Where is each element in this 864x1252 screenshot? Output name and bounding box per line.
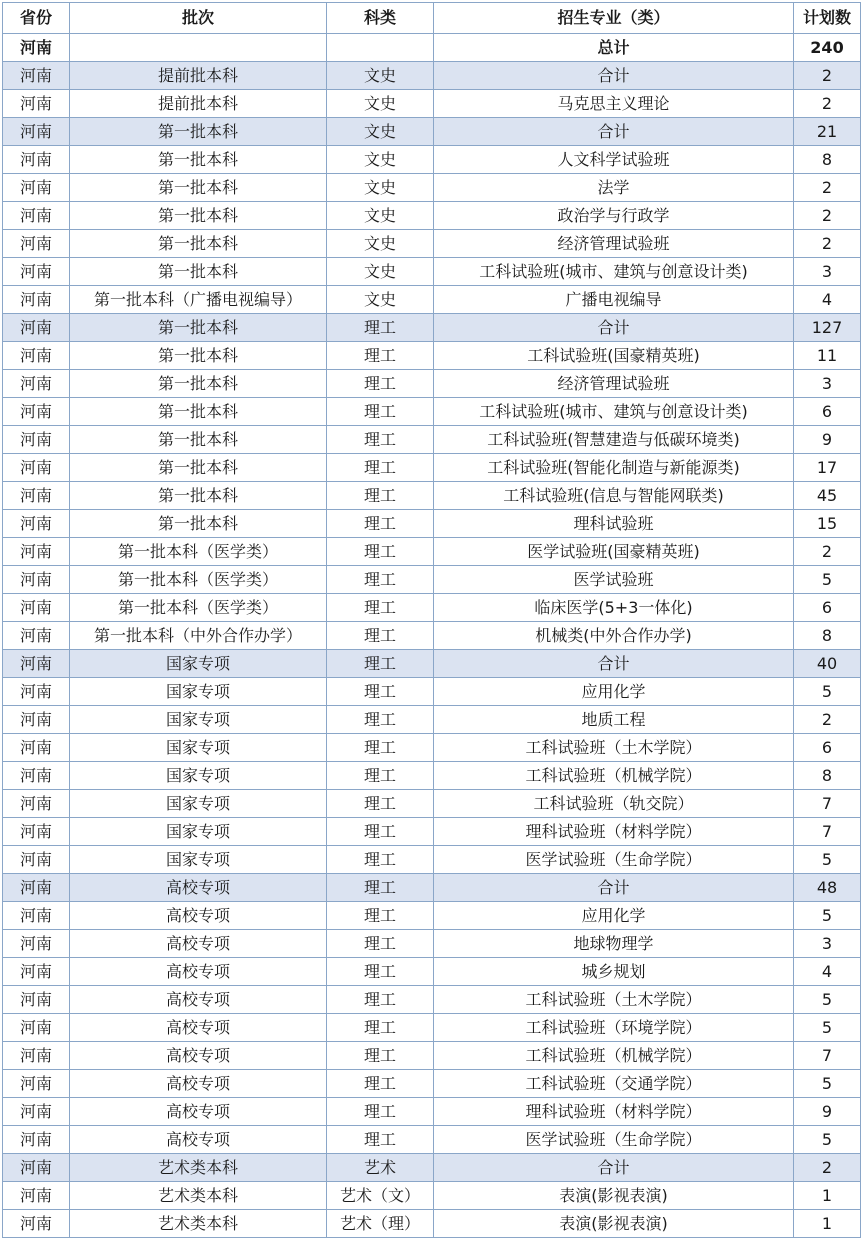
table-row xyxy=(3,678,861,706)
cell-category: 理工 xyxy=(327,1098,434,1126)
cell-category: 理工 xyxy=(327,370,434,398)
cell-province: 河南 xyxy=(3,258,70,286)
table-row xyxy=(3,426,861,454)
cell-province: 河南 xyxy=(3,174,70,202)
cell-count: 5 xyxy=(794,1014,861,1042)
cell-province: 河南 xyxy=(3,90,70,118)
table-row xyxy=(3,342,861,370)
table-row xyxy=(3,594,861,622)
cell-major: 医学试验班(国豪精英班) xyxy=(434,538,794,566)
cell-batch: 第一批本科 xyxy=(70,314,327,342)
cell-count: 3 xyxy=(794,370,861,398)
cell-category: 理工 xyxy=(327,902,434,930)
cell-batch: 第一批本科 xyxy=(70,342,327,370)
cell-count: 3 xyxy=(794,930,861,958)
cell-province: 河南 xyxy=(3,398,70,426)
subtotal-row xyxy=(3,650,861,678)
cell-category: 理工 xyxy=(327,706,434,734)
header-batch: 批次 xyxy=(70,3,327,34)
cell-major: 工科试验班（土木学院） xyxy=(434,734,794,762)
cell-category: 理工 xyxy=(327,1126,434,1154)
cell-batch: 高校专项 xyxy=(70,930,327,958)
cell-batch: 高校专项 xyxy=(70,1014,327,1042)
cell-category: 文史 xyxy=(327,230,434,258)
cell-major: 工科试验班(城市、建筑与创意设计类) xyxy=(434,398,794,426)
cell-major: 政治学与行政学 xyxy=(434,202,794,230)
table-row xyxy=(3,90,861,118)
cell-category: 理工 xyxy=(327,1042,434,1070)
cell-major: 地质工程 xyxy=(434,706,794,734)
cell-batch: 艺术类本科 xyxy=(70,1154,327,1182)
cell-batch: 第一批本科 xyxy=(70,118,327,146)
cell-major: 合计 xyxy=(434,650,794,678)
cell-count: 6 xyxy=(794,594,861,622)
cell-category: 文史 xyxy=(327,202,434,230)
cell-category: 文史 xyxy=(327,90,434,118)
cell-major: 经济管理试验班 xyxy=(434,230,794,258)
cell-province: 河南 xyxy=(3,958,70,986)
cell-province: 河南 xyxy=(3,118,70,146)
cell-batch: 第一批本科 xyxy=(70,426,327,454)
cell-count: 5 xyxy=(794,846,861,874)
cell-province: 河南 xyxy=(3,370,70,398)
cell-major: 合计 xyxy=(434,314,794,342)
cell-province: 河南 xyxy=(3,902,70,930)
cell-province: 河南 xyxy=(3,818,70,846)
table-row xyxy=(3,1182,861,1210)
cell-count: 45 xyxy=(794,482,861,510)
cell-batch: 第一批本科（医学类） xyxy=(70,566,327,594)
table-row xyxy=(3,986,861,1014)
cell-province: 河南 xyxy=(3,286,70,314)
cell-major: 工科试验班（轨交院） xyxy=(434,790,794,818)
cell-count: 2 xyxy=(794,90,861,118)
cell-category: 文史 xyxy=(327,118,434,146)
table-row xyxy=(3,146,861,174)
cell-category: 理工 xyxy=(327,342,434,370)
cell-category: 艺术（理） xyxy=(327,1210,434,1238)
cell-province: 河南 xyxy=(3,986,70,1014)
cell-province: 河南 xyxy=(3,62,70,90)
cell-category: 理工 xyxy=(327,538,434,566)
cell-category: 理工 xyxy=(327,314,434,342)
cell-major: 工科试验班(智慧建造与低碳环境类) xyxy=(434,426,794,454)
cell-count: 2 xyxy=(794,706,861,734)
cell-major: 机械类(中外合作办学) xyxy=(434,622,794,650)
cell-count: 2 xyxy=(794,174,861,202)
cell-province: 河南 xyxy=(3,1070,70,1098)
table-row xyxy=(3,958,861,986)
cell-category: 理工 xyxy=(327,678,434,706)
cell-category: 理工 xyxy=(327,426,434,454)
cell-batch: 国家专项 xyxy=(70,650,327,678)
cell-count: 8 xyxy=(794,622,861,650)
cell-province: 河南 xyxy=(3,650,70,678)
cell-major: 工科试验班（环境学院） xyxy=(434,1014,794,1042)
table-row xyxy=(3,846,861,874)
cell-province: 河南 xyxy=(3,706,70,734)
cell-category: 理工 xyxy=(327,958,434,986)
cell-count: 6 xyxy=(794,398,861,426)
cell-batch: 第一批本科（中外合作办学） xyxy=(70,622,327,650)
cell-count: 5 xyxy=(794,678,861,706)
table-row xyxy=(3,818,861,846)
cell-count: 4 xyxy=(794,958,861,986)
subtotal-row xyxy=(3,1154,861,1182)
cell-major: 合计 xyxy=(434,874,794,902)
cell-category: 理工 xyxy=(327,650,434,678)
cell-major: 临床医学(5+3一体化) xyxy=(434,594,794,622)
cell-province: 河南 xyxy=(3,314,70,342)
cell-category: 理工 xyxy=(327,762,434,790)
cell-province: 河南 xyxy=(3,762,70,790)
table-row xyxy=(3,1098,861,1126)
cell-province: 河南 xyxy=(3,202,70,230)
cell-category: 艺术（文） xyxy=(327,1182,434,1210)
table-row xyxy=(3,1042,861,1070)
cell-count: 240 xyxy=(794,34,861,62)
cell-province: 河南 xyxy=(3,426,70,454)
table-row xyxy=(3,706,861,734)
cell-major: 表演(影视表演) xyxy=(434,1210,794,1238)
cell-province: 河南 xyxy=(3,734,70,762)
cell-province: 河南 xyxy=(3,538,70,566)
cell-category: 文史 xyxy=(327,258,434,286)
cell-category: 文史 xyxy=(327,62,434,90)
cell-province: 河南 xyxy=(3,230,70,258)
cell-category: 理工 xyxy=(327,874,434,902)
cell-major: 人文科学试验班 xyxy=(434,146,794,174)
table-row xyxy=(3,1210,861,1238)
cell-count: 2 xyxy=(794,202,861,230)
cell-count: 15 xyxy=(794,510,861,538)
cell-major: 经济管理试验班 xyxy=(434,370,794,398)
cell-major: 广播电视编导 xyxy=(434,286,794,314)
cell-batch: 第一批本科 xyxy=(70,258,327,286)
table-row xyxy=(3,286,861,314)
cell-major: 地球物理学 xyxy=(434,930,794,958)
cell-province: 河南 xyxy=(3,1014,70,1042)
cell-category xyxy=(327,34,434,62)
subtotal-row xyxy=(3,62,861,90)
cell-batch: 第一批本科 xyxy=(70,510,327,538)
cell-batch: 高校专项 xyxy=(70,1070,327,1098)
cell-province: 河南 xyxy=(3,1210,70,1238)
cell-batch: 国家专项 xyxy=(70,706,327,734)
cell-count: 8 xyxy=(794,146,861,174)
cell-count: 2 xyxy=(794,538,861,566)
cell-major: 法学 xyxy=(434,174,794,202)
cell-count: 7 xyxy=(794,790,861,818)
cell-province: 河南 xyxy=(3,930,70,958)
table-row xyxy=(3,622,861,650)
cell-count: 127 xyxy=(794,314,861,342)
cell-major: 医学试验班（生命学院） xyxy=(434,846,794,874)
cell-batch: 第一批本科 xyxy=(70,174,327,202)
header-count: 计划数 xyxy=(794,3,861,34)
cell-major: 应用化学 xyxy=(434,902,794,930)
cell-major: 总计 xyxy=(434,34,794,62)
cell-batch: 高校专项 xyxy=(70,902,327,930)
cell-province: 河南 xyxy=(3,566,70,594)
cell-category: 理工 xyxy=(327,566,434,594)
cell-batch: 高校专项 xyxy=(70,874,327,902)
cell-major: 工科试验班(智能化制造与新能源类) xyxy=(434,454,794,482)
table-row xyxy=(3,258,861,286)
cell-province: 河南 xyxy=(3,454,70,482)
subtotal-row xyxy=(3,118,861,146)
cell-batch: 第一批本科 xyxy=(70,230,327,258)
cell-province: 河南 xyxy=(3,874,70,902)
table-row xyxy=(3,902,861,930)
cell-batch: 国家专项 xyxy=(70,846,327,874)
cell-category: 理工 xyxy=(327,454,434,482)
table-row xyxy=(3,1126,861,1154)
cell-batch: 高校专项 xyxy=(70,986,327,1014)
cell-count: 4 xyxy=(794,286,861,314)
cell-count: 2 xyxy=(794,1154,861,1182)
grand-total-row xyxy=(3,34,861,62)
cell-batch: 国家专项 xyxy=(70,790,327,818)
cell-category: 理工 xyxy=(327,818,434,846)
cell-count: 7 xyxy=(794,1042,861,1070)
cell-major: 工科试验班(信息与智能网联类) xyxy=(434,482,794,510)
cell-major: 马克思主义理论 xyxy=(434,90,794,118)
cell-batch: 高校专项 xyxy=(70,958,327,986)
cell-major: 应用化学 xyxy=(434,678,794,706)
cell-count: 11 xyxy=(794,342,861,370)
cell-batch: 第一批本科（医学类） xyxy=(70,538,327,566)
table-row xyxy=(3,454,861,482)
cell-count: 5 xyxy=(794,566,861,594)
cell-category: 文史 xyxy=(327,286,434,314)
header-major: 招生专业（类） xyxy=(434,3,794,34)
cell-count: 9 xyxy=(794,1098,861,1126)
cell-major: 合计 xyxy=(434,118,794,146)
enrollment-plan-table xyxy=(2,2,861,1238)
subtotal-row xyxy=(3,314,861,342)
cell-province: 河南 xyxy=(3,594,70,622)
cell-batch: 第一批本科 xyxy=(70,482,327,510)
table-row xyxy=(3,930,861,958)
cell-batch: 第一批本科 xyxy=(70,202,327,230)
cell-province: 河南 xyxy=(3,482,70,510)
cell-count: 3 xyxy=(794,258,861,286)
cell-major: 工科试验班(城市、建筑与创意设计类) xyxy=(434,258,794,286)
cell-province: 河南 xyxy=(3,342,70,370)
cell-category: 文史 xyxy=(327,146,434,174)
table-row xyxy=(3,790,861,818)
cell-count: 2 xyxy=(794,230,861,258)
cell-count: 1 xyxy=(794,1210,861,1238)
cell-batch: 第一批本科 xyxy=(70,454,327,482)
cell-category: 理工 xyxy=(327,1014,434,1042)
cell-count: 5 xyxy=(794,902,861,930)
table-row xyxy=(3,734,861,762)
cell-batch: 第一批本科（广播电视编导） xyxy=(70,286,327,314)
cell-batch: 第一批本科 xyxy=(70,370,327,398)
header-row xyxy=(3,3,861,34)
cell-batch: 高校专项 xyxy=(70,1126,327,1154)
cell-category: 理工 xyxy=(327,510,434,538)
cell-count: 8 xyxy=(794,762,861,790)
table-row xyxy=(3,202,861,230)
table-row xyxy=(3,510,861,538)
cell-category: 理工 xyxy=(327,986,434,1014)
cell-batch: 艺术类本科 xyxy=(70,1182,327,1210)
table-row xyxy=(3,1014,861,1042)
cell-province: 河南 xyxy=(3,790,70,818)
cell-count: 48 xyxy=(794,874,861,902)
table-row xyxy=(3,538,861,566)
table-row xyxy=(3,566,861,594)
cell-count: 17 xyxy=(794,454,861,482)
cell-batch: 国家专项 xyxy=(70,678,327,706)
cell-category: 理工 xyxy=(327,482,434,510)
cell-province: 河南 xyxy=(3,1126,70,1154)
cell-major: 医学试验班 xyxy=(434,566,794,594)
cell-batch: 提前批本科 xyxy=(70,62,327,90)
cell-batch: 高校专项 xyxy=(70,1098,327,1126)
cell-major: 合计 xyxy=(434,1154,794,1182)
cell-category: 理工 xyxy=(327,846,434,874)
cell-category: 理工 xyxy=(327,930,434,958)
cell-category: 理工 xyxy=(327,734,434,762)
table-row xyxy=(3,370,861,398)
cell-batch: 高校专项 xyxy=(70,1042,327,1070)
cell-category: 理工 xyxy=(327,622,434,650)
cell-category: 理工 xyxy=(327,594,434,622)
subtotal-row xyxy=(3,874,861,902)
table-row xyxy=(3,482,861,510)
cell-major: 工科试验班（土木学院） xyxy=(434,986,794,1014)
table-row xyxy=(3,174,861,202)
cell-major: 城乡规划 xyxy=(434,958,794,986)
cell-major: 表演(影视表演) xyxy=(434,1182,794,1210)
cell-count: 5 xyxy=(794,986,861,1014)
header-category: 科类 xyxy=(327,3,434,34)
cell-category: 理工 xyxy=(327,398,434,426)
cell-batch: 国家专项 xyxy=(70,762,327,790)
cell-count: 2 xyxy=(794,62,861,90)
header-province: 省份 xyxy=(3,3,70,34)
cell-batch xyxy=(70,34,327,62)
cell-province: 河南 xyxy=(3,146,70,174)
cell-province: 河南 xyxy=(3,1154,70,1182)
cell-count: 7 xyxy=(794,818,861,846)
cell-batch: 国家专项 xyxy=(70,734,327,762)
cell-batch: 艺术类本科 xyxy=(70,1210,327,1238)
cell-count: 5 xyxy=(794,1126,861,1154)
cell-count: 21 xyxy=(794,118,861,146)
table-row xyxy=(3,230,861,258)
cell-batch: 提前批本科 xyxy=(70,90,327,118)
table-row xyxy=(3,1070,861,1098)
cell-batch: 国家专项 xyxy=(70,818,327,846)
cell-province: 河南 xyxy=(3,34,70,62)
cell-major: 合计 xyxy=(434,62,794,90)
cell-major: 理科试验班（材料学院） xyxy=(434,1098,794,1126)
cell-province: 河南 xyxy=(3,1098,70,1126)
cell-category: 文史 xyxy=(327,174,434,202)
cell-major: 理科试验班（材料学院） xyxy=(434,818,794,846)
cell-province: 河南 xyxy=(3,510,70,538)
cell-category: 艺术 xyxy=(327,1154,434,1182)
cell-province: 河南 xyxy=(3,1182,70,1210)
cell-province: 河南 xyxy=(3,622,70,650)
table-row xyxy=(3,762,861,790)
cell-province: 河南 xyxy=(3,678,70,706)
cell-batch: 第一批本科 xyxy=(70,398,327,426)
cell-major: 医学试验班（生命学院） xyxy=(434,1126,794,1154)
cell-major: 工科试验班（机械学院） xyxy=(434,762,794,790)
cell-major: 工科试验班（交通学院） xyxy=(434,1070,794,1098)
cell-category: 理工 xyxy=(327,790,434,818)
cell-province: 河南 xyxy=(3,846,70,874)
cell-count: 40 xyxy=(794,650,861,678)
cell-count: 6 xyxy=(794,734,861,762)
table-row xyxy=(3,398,861,426)
cell-count: 9 xyxy=(794,426,861,454)
cell-category: 理工 xyxy=(327,1070,434,1098)
cell-batch: 第一批本科 xyxy=(70,146,327,174)
cell-major: 工科试验班（机械学院） xyxy=(434,1042,794,1070)
cell-major: 理科试验班 xyxy=(434,510,794,538)
cell-major: 工科试验班(国豪精英班) xyxy=(434,342,794,370)
cell-count: 1 xyxy=(794,1182,861,1210)
cell-count: 5 xyxy=(794,1070,861,1098)
cell-province: 河南 xyxy=(3,1042,70,1070)
cell-batch: 第一批本科（医学类） xyxy=(70,594,327,622)
